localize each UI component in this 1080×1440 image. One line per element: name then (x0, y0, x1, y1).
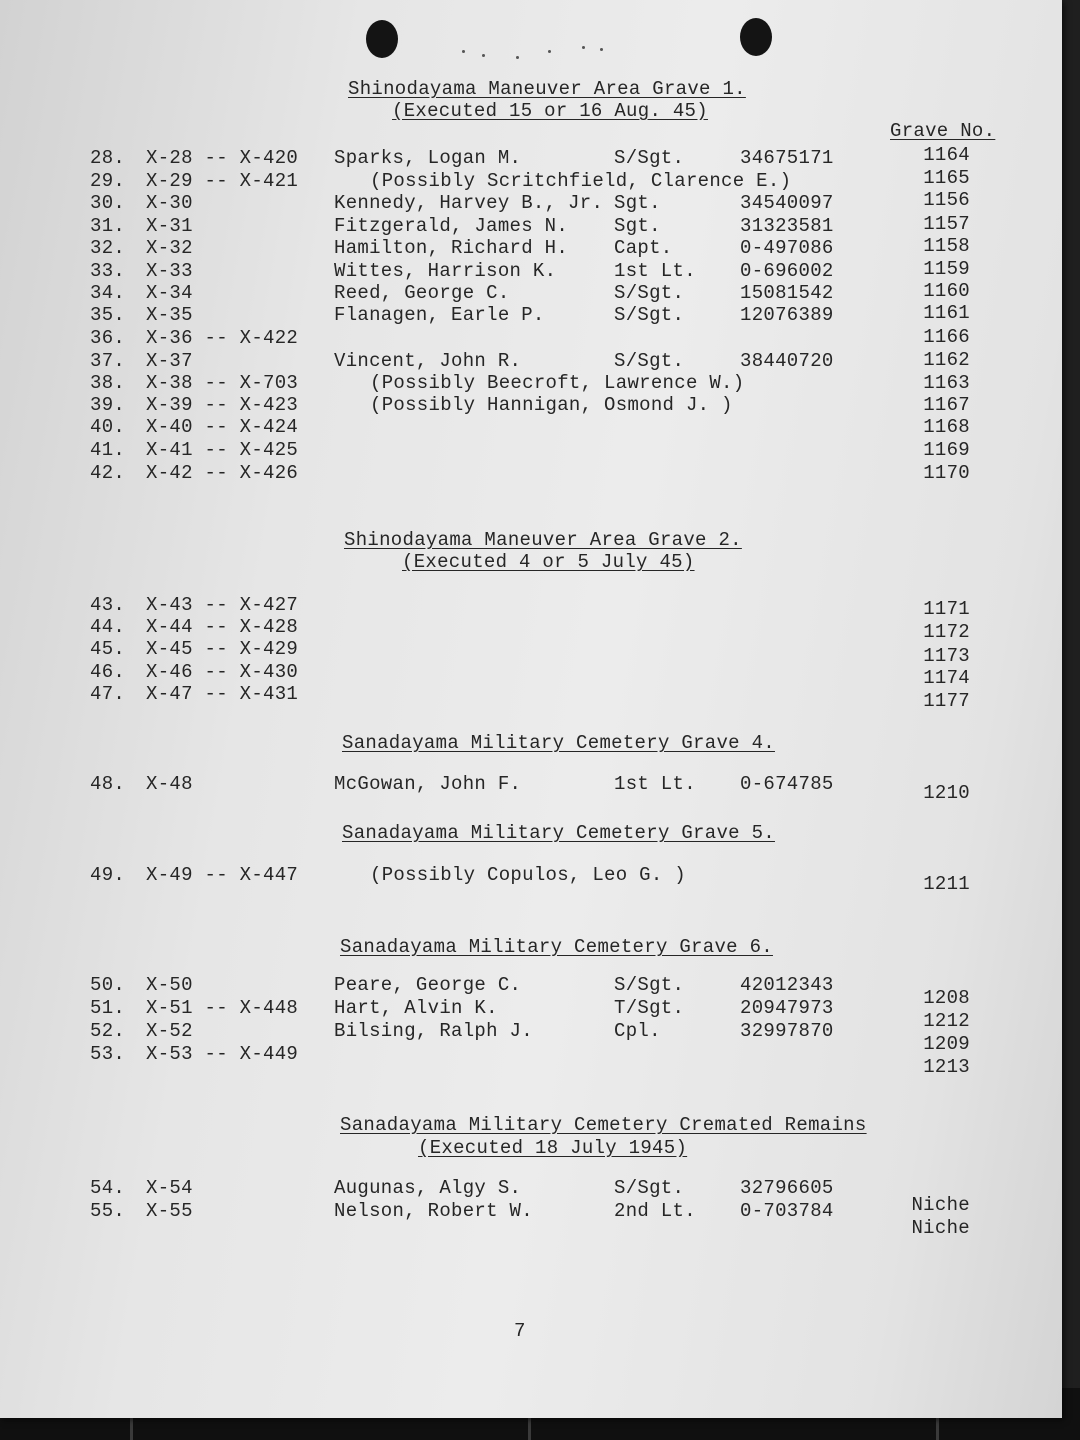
punch-hole-left (366, 20, 398, 58)
rank: S/Sgt. (614, 1177, 685, 1199)
grave-number: 1161 (923, 302, 970, 324)
grave-number: 1160 (923, 280, 970, 302)
x-reference: X-46 -- X-430 (146, 661, 299, 683)
serial-number: 15081542 (740, 282, 834, 304)
grave-number: 1169 (923, 439, 970, 461)
x-reference: X-54 (146, 1177, 193, 1199)
entry-number: 28. (90, 147, 126, 169)
entry-number: 51. (90, 997, 126, 1019)
entry-number: 49. (90, 864, 126, 886)
grave-number: 1170 (923, 462, 970, 484)
entry-number: 43. (90, 594, 126, 616)
entry-number: 37. (90, 350, 126, 372)
serial-number: 12076389 (740, 304, 834, 326)
person-name: Fitzgerald, James N. (334, 215, 569, 237)
grave-no-column-header: Grave No. (890, 120, 996, 142)
person-name: (Possibly Copulos, Leo G. ) (370, 864, 686, 886)
grave-number: 1209 (923, 1033, 970, 1055)
entry-number: 38. (90, 372, 126, 394)
grave-number: Niche (911, 1194, 970, 1216)
grave-number: 1210 (923, 782, 970, 804)
person-name: Flanagen, Earle P. (334, 304, 545, 326)
grave-number: 1163 (923, 372, 970, 394)
section-title: Shinodayama Maneuver Area Grave 1. (348, 78, 746, 100)
grave-number: 1213 (923, 1056, 970, 1078)
x-reference: X-34 (146, 282, 193, 304)
person-name: Hamilton, Richard H. (334, 237, 569, 259)
punch-hole-right (740, 18, 772, 56)
entry-number: 42. (90, 462, 126, 484)
grave-number: 1208 (923, 987, 970, 1009)
grave-number: 1157 (923, 213, 970, 235)
x-reference: X-48 (146, 773, 193, 795)
person-name: (Possibly Beecroft, Lawrence W.) (370, 372, 745, 394)
grave-number: 1159 (923, 258, 970, 280)
grave-number: 1164 (923, 144, 970, 166)
person-name: Bilsing, Ralph J. (334, 1020, 533, 1042)
grave-number: 1212 (923, 1010, 970, 1032)
x-reference: X-33 (146, 260, 193, 282)
serial-number: 42012343 (740, 974, 834, 996)
entry-number: 29. (90, 170, 126, 192)
entry-number: 33. (90, 260, 126, 282)
serial-number: 0-696002 (740, 260, 834, 282)
serial-number: 31323581 (740, 215, 834, 237)
x-reference: X-37 (146, 350, 193, 372)
rank: Sgt. (614, 192, 661, 214)
person-name: Peare, George C. (334, 974, 522, 996)
entry-number: 30. (90, 192, 126, 214)
person-name: Wittes, Harrison K. (334, 260, 557, 282)
rank: T/Sgt. (614, 997, 685, 1019)
grave-number: 1165 (923, 167, 970, 189)
person-name: Kennedy, Harvey B., Jr. (334, 192, 604, 214)
x-reference: X-32 (146, 237, 193, 259)
entry-number: 40. (90, 416, 126, 438)
entry-number: 47. (90, 683, 126, 705)
x-reference: X-38 -- X-703 (146, 372, 299, 394)
section-title: Sanadayama Military Cemetery Grave 5. (342, 822, 775, 844)
section-subtitle: (Executed 18 July 1945) (418, 1137, 688, 1159)
entry-number: 53. (90, 1043, 126, 1065)
rank: 1st Lt. (614, 773, 696, 795)
x-reference: X-42 -- X-426 (146, 462, 299, 484)
serial-number: 34540097 (740, 192, 834, 214)
x-reference: X-28 -- X-420 (146, 147, 299, 169)
entry-number: 48. (90, 773, 126, 795)
x-reference: X-44 -- X-428 (146, 616, 299, 638)
entry-number: 34. (90, 282, 126, 304)
rank: 1st Lt. (614, 260, 696, 282)
person-name: Sparks, Logan M. (334, 147, 522, 169)
rank: S/Sgt. (614, 304, 685, 326)
x-reference: X-43 -- X-427 (146, 594, 299, 616)
grave-number: 1156 (923, 189, 970, 211)
entry-number: 46. (90, 661, 126, 683)
section-subtitle: (Executed 4 or 5 July 45) (402, 551, 695, 573)
entry-number: 44. (90, 616, 126, 638)
serial-number: 20947973 (740, 997, 834, 1019)
grave-number: 1168 (923, 416, 970, 438)
person-name: Vincent, John R. (334, 350, 522, 372)
person-name: (Possibly Hannigan, Osmond J. ) (370, 394, 733, 416)
person-name: McGowan, John F. (334, 773, 522, 795)
serial-number: 0-703784 (740, 1200, 834, 1222)
rank: Sgt. (614, 215, 661, 237)
person-name: (Possibly Scritchfield, Clarence E.) (370, 170, 792, 192)
x-reference: X-30 (146, 192, 193, 214)
rank: S/Sgt. (614, 974, 685, 996)
entry-number: 32. (90, 237, 126, 259)
rank: S/Sgt. (614, 147, 685, 169)
section-title: Sanadayama Military Cemetery Grave 6. (340, 936, 773, 958)
person-name: Reed, George C. (334, 282, 510, 304)
x-reference: X-51 -- X-448 (146, 997, 299, 1019)
x-reference: X-39 -- X-423 (146, 394, 299, 416)
entry-number: 35. (90, 304, 126, 326)
grave-number: 1171 (923, 598, 970, 620)
grave-number: 1162 (923, 349, 970, 371)
x-reference: X-41 -- X-425 (146, 439, 299, 461)
serial-number: 32997870 (740, 1020, 834, 1042)
section-subtitle: (Executed 15 or 16 Aug. 45) (392, 100, 708, 122)
serial-number: 0-497086 (740, 237, 834, 259)
entry-number: 55. (90, 1200, 126, 1222)
rank: S/Sgt. (614, 350, 685, 372)
x-reference: X-53 -- X-449 (146, 1043, 299, 1065)
x-reference: X-47 -- X-431 (146, 683, 299, 705)
x-reference: X-55 (146, 1200, 193, 1222)
entry-number: 41. (90, 439, 126, 461)
entry-number: 52. (90, 1020, 126, 1042)
grave-number: 1174 (923, 667, 970, 689)
rank: S/Sgt. (614, 282, 685, 304)
x-reference: X-52 (146, 1020, 193, 1042)
grave-number: 1167 (923, 394, 970, 416)
entry-number: 50. (90, 974, 126, 996)
grave-number: Niche (911, 1217, 970, 1239)
x-reference: X-36 -- X-422 (146, 327, 299, 349)
x-reference: X-45 -- X-429 (146, 638, 299, 660)
serial-number: 32796605 (740, 1177, 834, 1199)
grave-number: 1158 (923, 235, 970, 257)
x-reference: X-50 (146, 974, 193, 996)
grave-number: 1211 (923, 873, 970, 895)
section-title: Shinodayama Maneuver Area Grave 2. (344, 529, 742, 551)
serial-number: 38440720 (740, 350, 834, 372)
person-name: Hart, Alvin K. (334, 997, 498, 1019)
entry-number: 36. (90, 327, 126, 349)
page-number: 7 (514, 1320, 526, 1342)
grave-number: 1177 (923, 690, 970, 712)
person-name: Nelson, Robert W. (334, 1200, 533, 1222)
grave-number: 1172 (923, 621, 970, 643)
person-name: Augunas, Algy S. (334, 1177, 522, 1199)
serial-number: 0-674785 (740, 773, 834, 795)
serial-number: 34675171 (740, 147, 834, 169)
x-reference: X-35 (146, 304, 193, 326)
rank: Cpl. (614, 1020, 661, 1042)
rank: 2nd Lt. (614, 1200, 696, 1222)
rank: Capt. (614, 237, 673, 259)
grave-number: 1173 (923, 645, 970, 667)
x-reference: X-49 -- X-447 (146, 864, 299, 886)
entry-number: 39. (90, 394, 126, 416)
x-reference: X-29 -- X-421 (146, 170, 299, 192)
section-title: Sanadayama Military Cemetery Grave 4. (342, 732, 775, 754)
section-title: Sanadayama Military Cemetery Cremated Remains (340, 1114, 867, 1136)
x-reference: X-31 (146, 215, 193, 237)
x-reference: X-40 -- X-424 (146, 416, 299, 438)
entry-number: 54. (90, 1177, 126, 1199)
grave-number: 1166 (923, 326, 970, 348)
entry-number: 31. (90, 215, 126, 237)
entry-number: 45. (90, 638, 126, 660)
